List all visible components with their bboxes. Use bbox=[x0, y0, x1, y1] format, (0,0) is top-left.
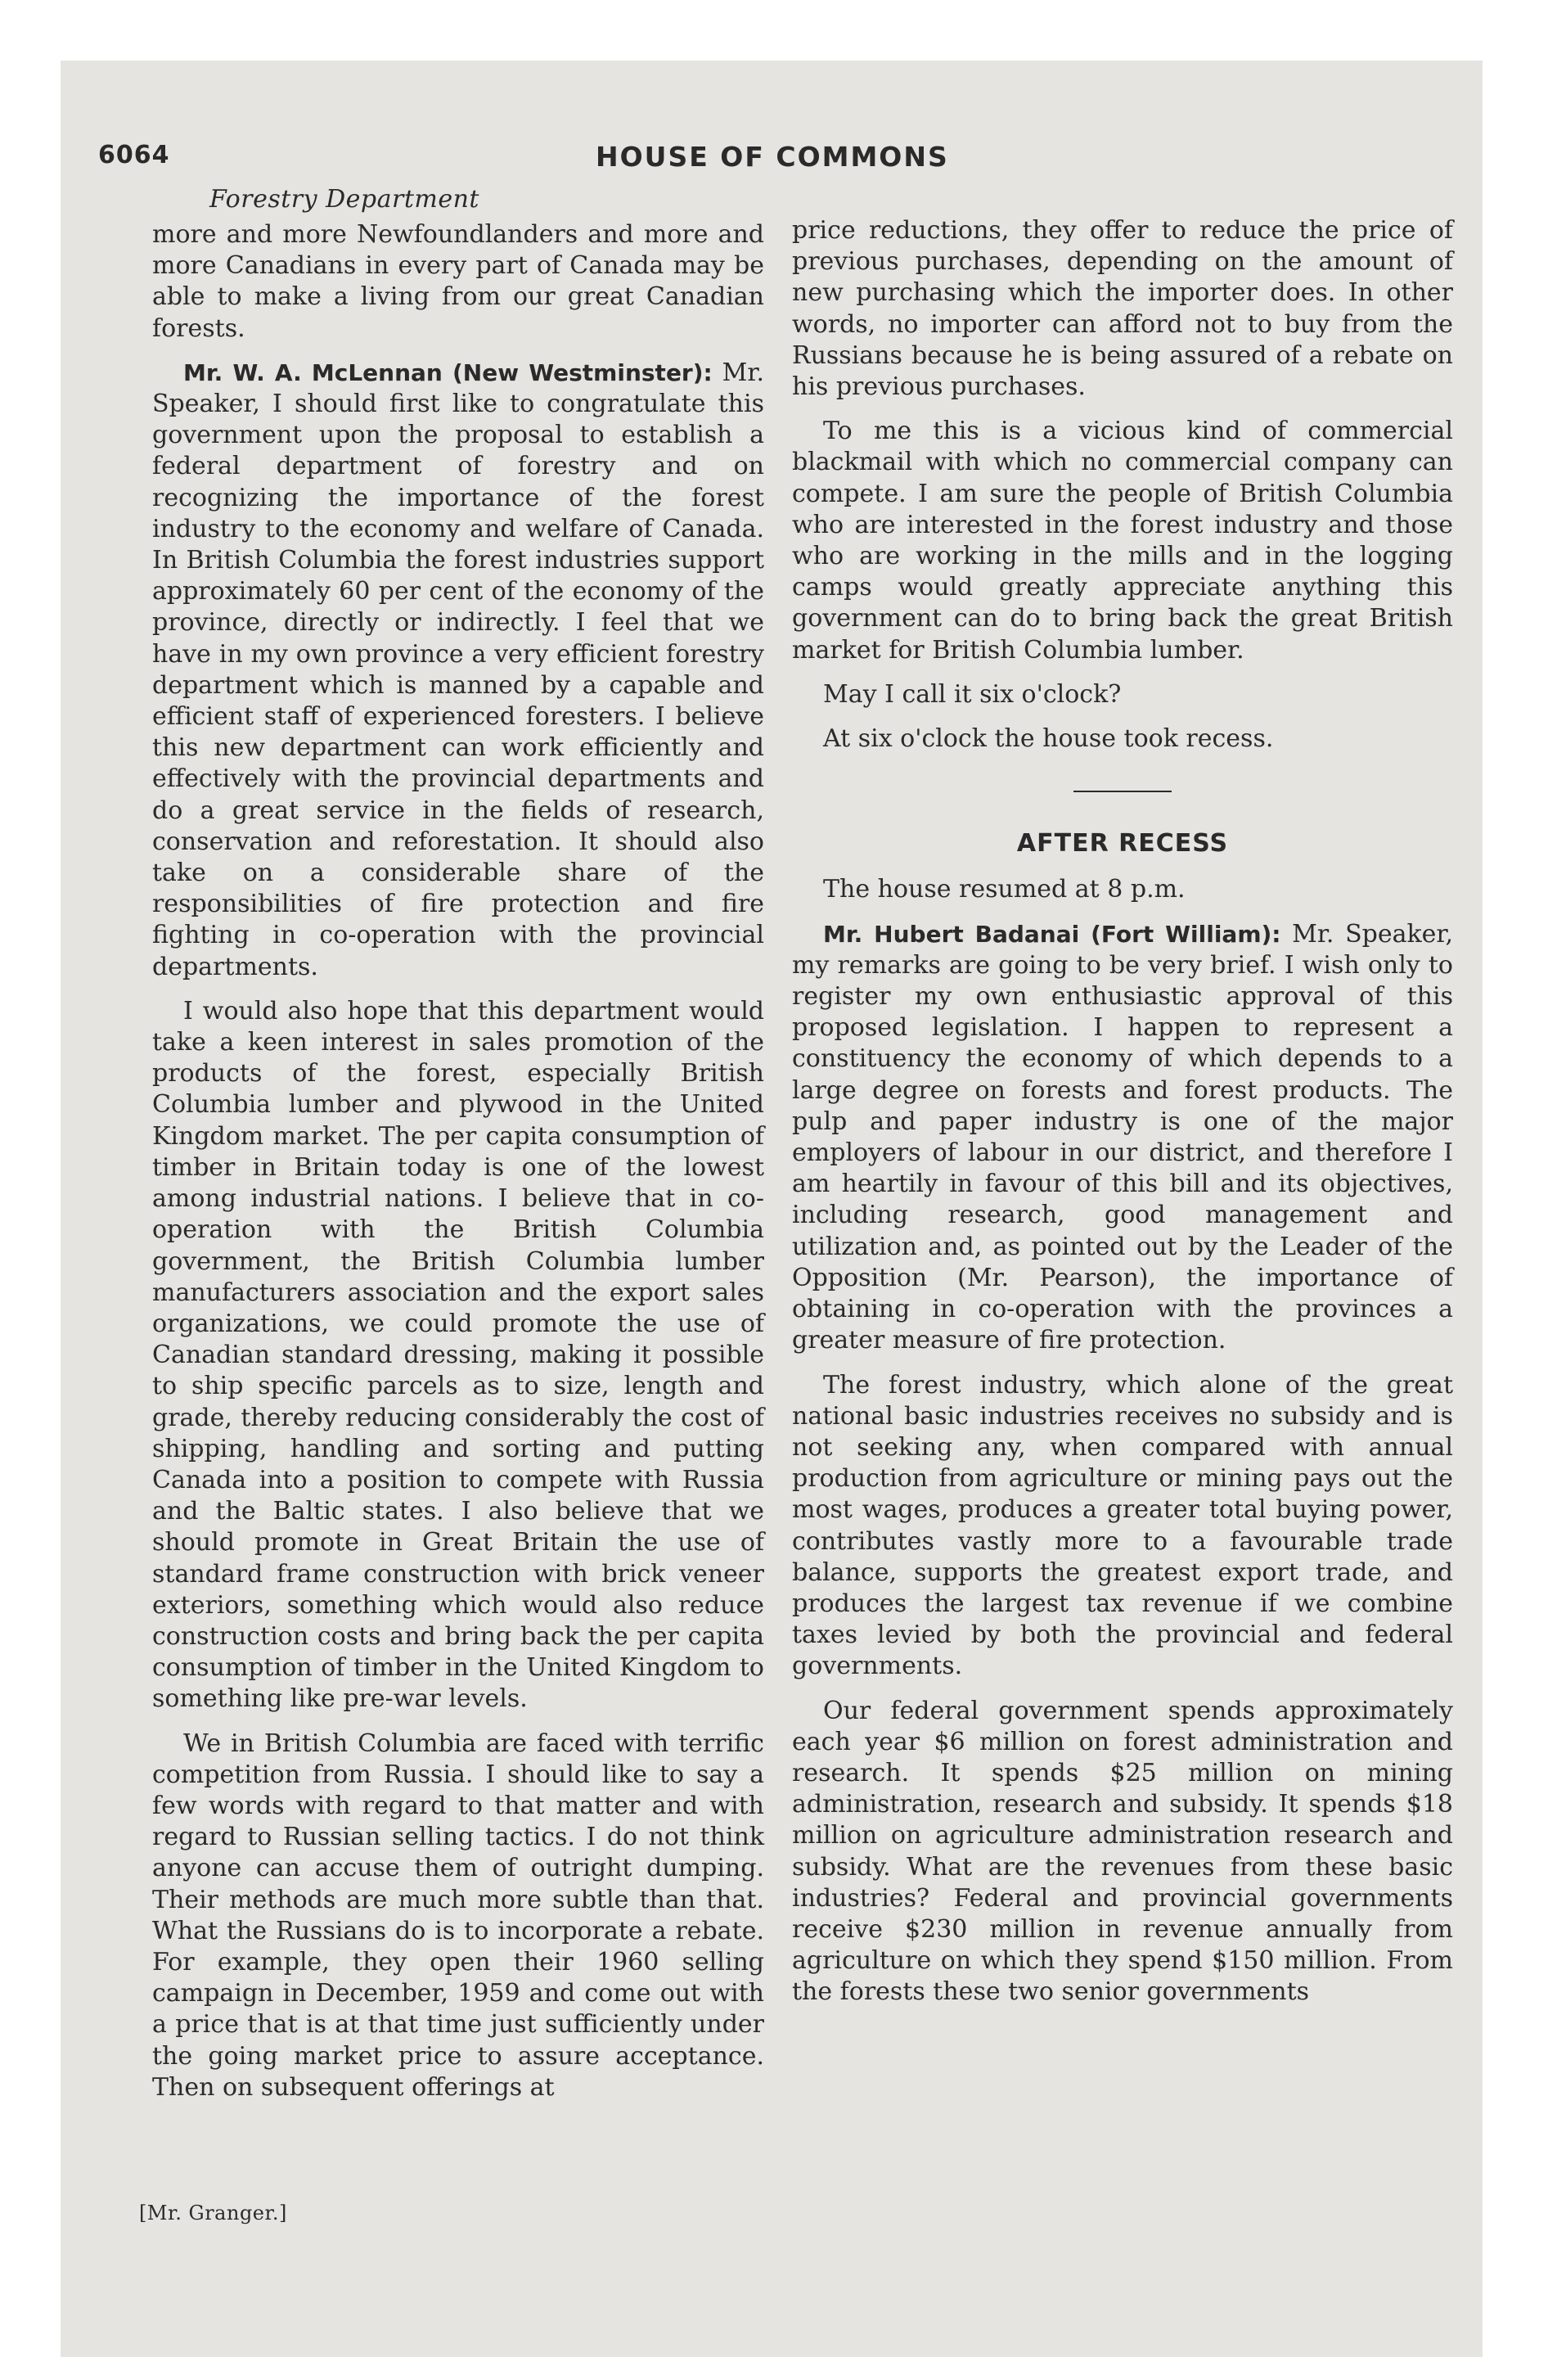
paragraph: The forest industry, which alone of the great national basic industries receives no subsidy and is not seeking any, when compared with annual production from agriculture or mining pays out the most wages, produces a greater total buying power, contributes vastly more to a favourable trade balance, supports the greatest export trade, and produces the largest tax revenue if we combine taxes levied by both the provincial and federal governments. bbox=[792, 1370, 1453, 1681]
paragraph: more and more Newfoundlanders and more and more Canadians in every part of Canada may be able to make a living from our great Canadian forests. bbox=[152, 220, 764, 343]
paragraph: May I call it six o'clock? bbox=[823, 679, 1122, 709]
paragraph: The house resumed at 8 p.m. bbox=[823, 875, 1186, 904]
paragraph: price reductions, they offer to reduce the price of previous purchases, depending on the amount of new purchasing which the importer does. In other words, no importer can afford not to buy from the Russians because he is being assured of a rebate on his previous purchases. bbox=[792, 216, 1453, 402]
running-title: HOUSE OF COMMONS bbox=[596, 141, 949, 173]
page-header bbox=[98, 141, 1455, 180]
divider bbox=[1073, 791, 1172, 792]
page-number: 6064 bbox=[98, 141, 170, 169]
paragraph: Our federal government spends approximately each year $6 million on forest administration and research. It spends $25 million on mining administration, research and subsidy. It spends $18 million on agriculture administration research and subsidy. What are the revenues from these basic industries? Federal and provincial governments receive $230 million in revenue annually from agriculture on which they spend $150 million. From the forests these two senior governments bbox=[792, 1696, 1453, 2007]
paragraph: We in British Columbia are faced with terrific competition from Russia. I should like to say a few words with regard to that matter and with regard to Russian selling tactics. I do not think anyone can accuse them of outright dumping. Their methods are much more subtle than that. What the Russians do is to incorporate a rebate. For example, they open their 1960 selling campaign in December, 1959 and come out with a price that is at that time just sufficiently under the going market price to assure acceptance. Then on subsequent offerings at bbox=[152, 1729, 764, 2102]
speech-paragraph bbox=[152, 358, 764, 983]
speech-text: Mr. Speaker, my remarks are going to be very brief. I wish only to register my own enthusiastic approval of this proposed legislation. I happen to represent a constituency the economy of which depends to a large degree on forests and forest products. The pulp and paper industry is one of the major employers of labour in our district, and therefore I am heartily in favour of this bill and its objectives, including research, good management and utilization and, as pointed out by the Leader of the Opposition (Mr. Pearson), the importance of obtaining in co-operation with the provinces a greater measure of fire protection. bbox=[792, 919, 1453, 1355]
speaker-name: Mr. W. A. McLennan (New Westminster): bbox=[183, 358, 713, 386]
right-column bbox=[792, 215, 1453, 2022]
speech-text: Mr. Speaker, I should first like to congratulate this government upon the proposal to establish a federal department of forestry and on recognizing the importance of the forest industry to the economy and welfare of Canada. In British Columbia the forest industries support approximately 60 per cent of the economy of the province, directly or indirectly. I feel that we have in my own province a very efficient forestry department which is manned by a capable and efficient staff of experienced foresters. I believe this new department can work efficiently and effectively with the provincial departments and do a great service in the fields of research, conservation and reforestation. It should also take on a considerable share of the responsibilities of fire protection and fire fighting in co-operation with the provincial departments. bbox=[152, 358, 764, 981]
page-footer: [Mr. Granger.] bbox=[139, 2202, 287, 2224]
section-heading: AFTER RECESS bbox=[1016, 829, 1229, 859]
paragraph: To me this is a vicious kind of commercial blackmail with which no commercial company can compete. I am sure the people of British Columbia who are interested in the forest industry and those who are working in the mills and in the logging camps would greatly appreciate anything this government can do to bring back the great British market for British Columbia lumber. bbox=[792, 417, 1453, 665]
speaker-name: Mr. Hubert Badanai (Fort William): bbox=[823, 920, 1281, 948]
section-title: Forestry Department bbox=[209, 185, 479, 214]
paragraph: I would also hope that this department would take a keen interest in sales promotion of the products of the forest, especially British Columbia lumber and plywood in the United Kingdom market. The per capita consumption of timber in Britain today is one of the lowest among industrial nations. I believe that in co-operation with the British Columbia government, the British Columbia lumber manufacturers association and the export sales organizations, we could promote the use of Canadian standard dressing, making it possible to ship specific parcels as to size, length and grade, thereby reducing considerably the cost of shipping, handling and sorting and putting Canada into a position to compete with Russia and the Baltic states. I also believe that we should promote in Great Britain the use of standard frame construction with brick veneer exteriors, something which would also reduce construction costs and bring back the per capita consumption of timber in the United Kingdom to something like pre-war levels. bbox=[152, 996, 764, 1714]
paragraph: At six o'clock the house took recess. bbox=[823, 724, 1274, 754]
speech-paragraph bbox=[792, 919, 1453, 1357]
left-column bbox=[152, 219, 764, 2116]
